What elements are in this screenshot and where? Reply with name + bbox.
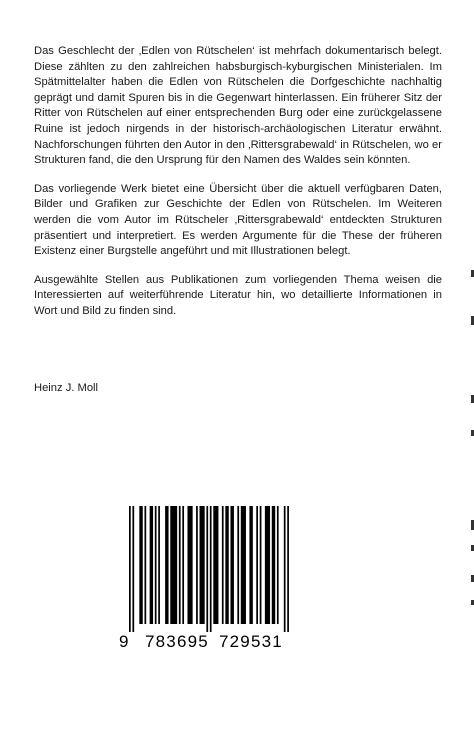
barcode-bar xyxy=(187,506,192,624)
back-cover-blurb xyxy=(34,44,442,333)
barcode-bar xyxy=(155,506,157,624)
barcode-bar xyxy=(284,506,286,632)
barcode-bar xyxy=(182,506,184,624)
blurb-paragraph-2: Das vorliegende Werk bietet eine Übersicht über die aktuell verfügbaren Daten, Bilder und Grafiken zur Geschichte der Edlen von Rütschelen. Im Weiteren werden die vom Autor im Rütscheler ‚Rittersgrabewald‘ entdeckten Strukturen präsentiert und interpretiert. Es werden Argumente für die These der früheren Existenz einer Burgstelle angeführt und mit Illustrationen belegt. xyxy=(34,182,442,258)
barcode-bar xyxy=(241,506,246,624)
barcode-bar xyxy=(265,506,270,624)
barcode-bar xyxy=(206,506,208,632)
barcode-digit-group-2: 729531 xyxy=(219,632,283,650)
barcode-bar xyxy=(200,506,205,624)
barcode-bar xyxy=(158,506,160,624)
barcode-bar xyxy=(165,506,168,624)
barcode-bar xyxy=(272,506,275,624)
barcode-digit-group-1: 783695 xyxy=(145,632,209,650)
barcode-bar xyxy=(230,506,233,624)
barcode-bar xyxy=(150,506,153,624)
barcode-bar xyxy=(132,506,134,632)
barcode-bar xyxy=(287,506,289,632)
barcode-bar xyxy=(277,506,279,624)
barcode-bar xyxy=(179,506,181,624)
barcode-bar xyxy=(213,506,218,624)
barcode-bar xyxy=(144,506,146,624)
barcode-bar xyxy=(196,506,198,624)
barcode-bar xyxy=(210,506,212,632)
barcode-bar xyxy=(222,506,224,624)
barcode-bar xyxy=(237,506,239,624)
author-name: Heinz J. Moll xyxy=(34,382,99,394)
barcode-bar xyxy=(225,506,228,624)
barcode-bar xyxy=(139,506,142,624)
barcode-graphic xyxy=(115,504,305,650)
blurb-paragraph-3: Ausgewählte Stellen aus Publikationen zum vorliegenden Thema weisen die Interessierten auf weiterführende Literatur hin, wo detaillierte Informationen in Wort und Bild zu finden sind. xyxy=(34,273,442,317)
blurb-paragraph-1: Das Geschlecht der ‚Edlen von Rütschelen‘ ist mehrfach dokumentarisch belegt. Diese zählten zu den zahlreichen habsburgisch-kyburgischen Ministerialen. Im Spätmittelalter haben die Edlen von Rütschelen die Dorfgeschichte nachhaltig geprägt und damit Spuren bis in die Gegenwart hinterlassen. Ein früherer Sitz der Ritter von Rütschelen auf einer entsprechenden Burg oder eine zurückgelassene Ruine ist jedoch nirgends in der historisch-archäologischen Literatur erwähnt. Nachforschungen führten den Autor in den ‚Rittersgrabewald‘ in Rütschelen, wo er Strukturen fand, die den Ursprung für den Namen des Waldes sein könnten. xyxy=(34,45,442,167)
barcode-bar xyxy=(260,506,262,624)
barcode-lead-digit: 9 xyxy=(119,632,129,650)
barcode-bar xyxy=(129,506,131,632)
barcode-bar xyxy=(256,506,258,624)
isbn-barcode xyxy=(115,504,305,650)
barcode-bar xyxy=(249,506,252,624)
edge-marks xyxy=(462,0,474,750)
barcode-bars xyxy=(129,506,289,632)
barcode-bar xyxy=(170,506,177,624)
